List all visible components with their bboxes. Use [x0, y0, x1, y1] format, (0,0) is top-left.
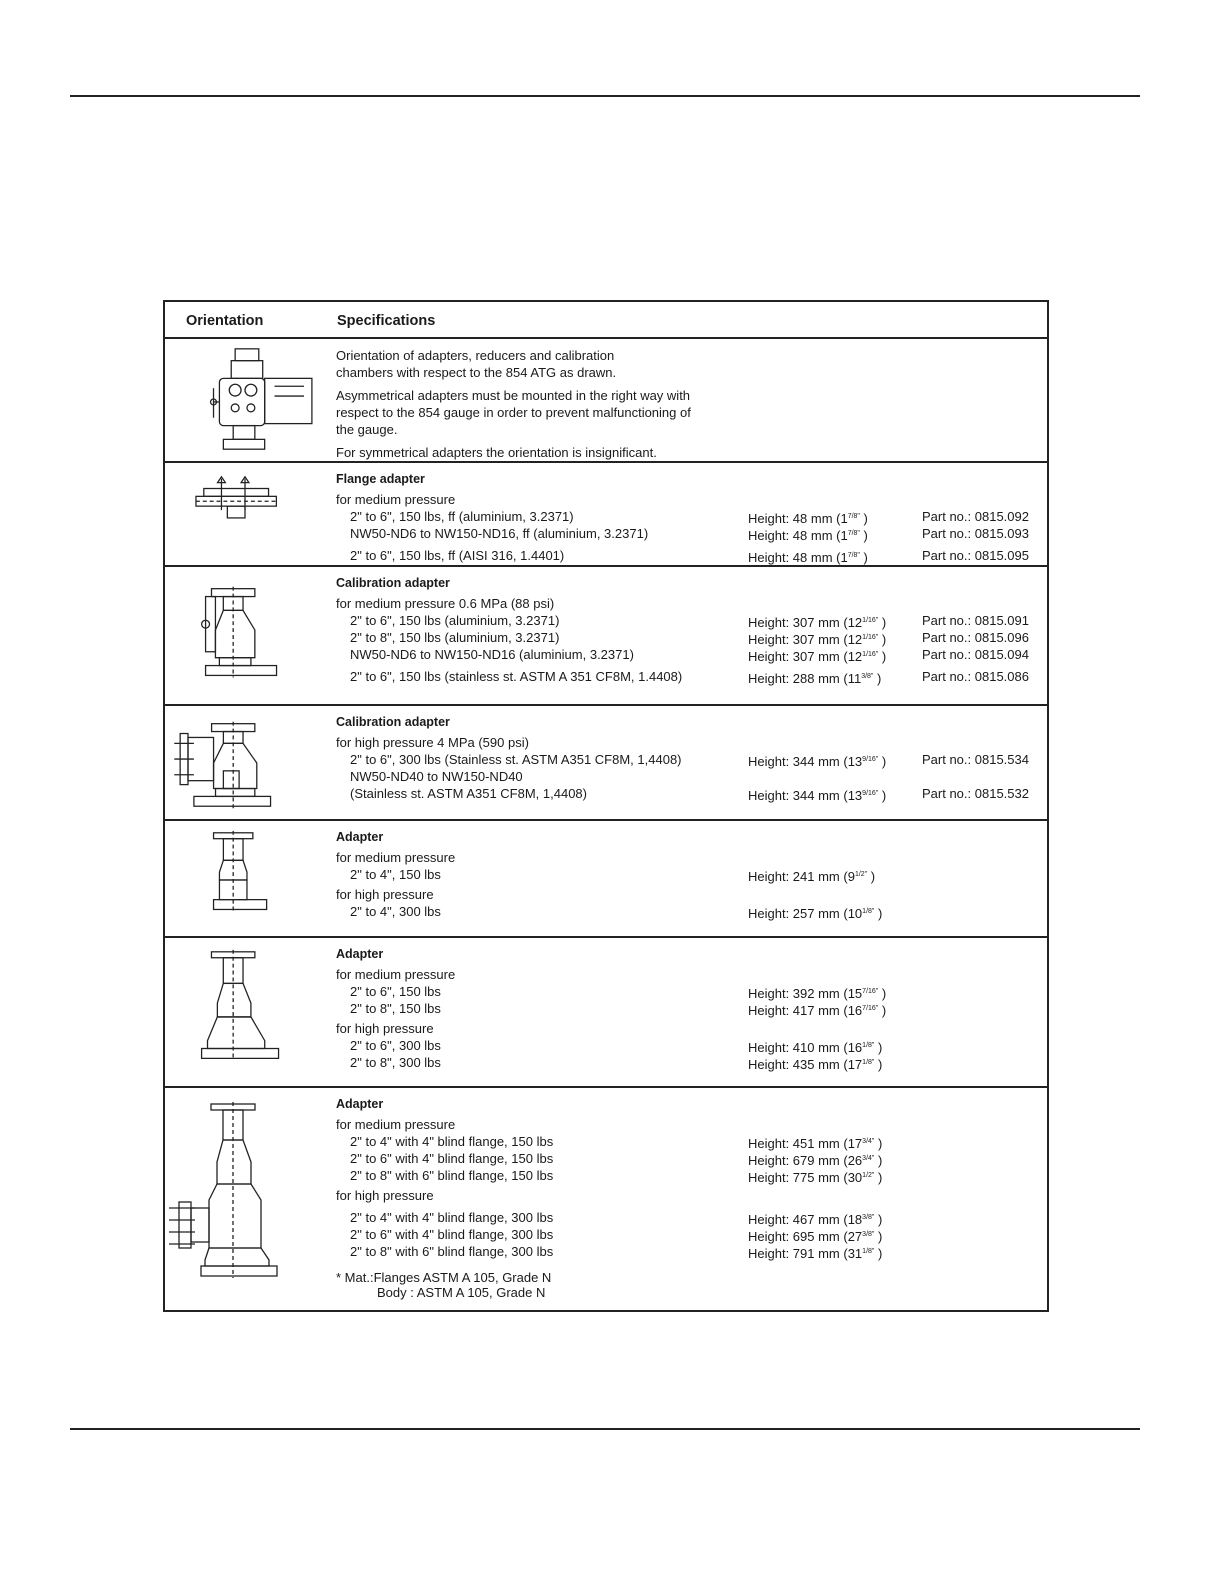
list-item: 2" to 6", 150 lbs Height: 392 mm ($15^{7/16"}$ ): [350, 984, 887, 1001]
list-item: NW50-ND6 to NW150-ND16, ff (aluminium, 3.2371) Height: 48 mm ($1^{7/8"}$ ) Part no.: 0815.093: [350, 526, 1029, 543]
table-row-intro: [165, 339, 1047, 463]
list-item: 2" to 6", 150 lbs (aluminium, 3.2371) Height: 307 mm ($12^{1/16"}$ ) Part no.: 0815.091: [350, 613, 1029, 630]
list-item: 2" to 8", 150 lbs Height: 417 mm ($16^{7/16"}$ ): [350, 1001, 887, 1018]
adapter-drawing-icon: [165, 938, 325, 1086]
adapter-1-high-subtitle: for high pressure: [336, 887, 434, 902]
list-item: 2" to 8" with 6" blind flange, 300 lbs Height: 791 mm ($31^{1/8"}$ ): [350, 1244, 883, 1261]
list-item: 2" to 6" with 4" blind flange, 150 lbs Height: 679 mm ($26^{3/4"}$ ): [350, 1151, 883, 1168]
adapter-drawing-icon: [165, 1088, 325, 1310]
table-row-calibration-adapter-high: [165, 706, 1047, 821]
list-item: (Stainless st. ASTM A351 CF8M, 1,4408) Height: 344 mm ($13^{9/16"}$ ) Part no.: 0815.532: [350, 786, 1029, 803]
list-item: NW50-ND40 to NW150-ND40: [350, 769, 523, 784]
calibration-adapter-medium-title: Calibration adapter: [336, 576, 450, 590]
list-item: 2" to 4" with 4" blind flange, 150 lbs Height: 451 mm ($17^{3/4"}$ ): [350, 1134, 883, 1151]
list-item: 2" to 6", 150 lbs (stainless st. ASTM A 351 CF8M, 1.4408) Height: 288 mm ($11^{3/8"}$ ) Part no.: 0815.086: [350, 669, 1029, 686]
list-item: 2" to 4", 150 lbs Height: 241 mm ($9^{1/2"}$ ): [350, 867, 876, 884]
calibration-adapter-high-subtitle: for high pressure 4 MPa (590 psi): [336, 735, 529, 750]
specifications-header: Specifications: [337, 313, 436, 329]
adapter-3-title: Adapter: [336, 1097, 384, 1111]
calibration-adapter-drawing-icon: [165, 567, 325, 704]
adapter-3-medium-subtitle: for medium pressure: [336, 1117, 456, 1132]
calibration-adapter-medium-subtitle: for medium pressure 0.6 MPa (88 psi): [336, 596, 555, 611]
table-row-calibration-adapter-medium: [165, 567, 1047, 706]
list-item: NW50-ND6 to NW150-ND16 (aluminium, 3.2371) Height: 307 mm ($12^{1/16"}$ ) Part no.: 0815.094: [350, 647, 1029, 664]
list-item: 2" to 6", 150 lbs, ff (aluminium, 3.2371) Height: 48 mm ($1^{7/8"}$ ) Part no.: 0815.092: [350, 509, 1029, 526]
adapter-2-title: Adapter: [336, 947, 384, 961]
table-row-adapter-2: [165, 938, 1047, 1088]
list-item: 2" to 6", 150 lbs, ff (AISI 316, 1.4401) Height: 48 mm ($1^{7/8"}$ ) Part no.: 0815.095: [350, 548, 1029, 565]
flange-adapter-subtitle: for medium pressure: [336, 492, 456, 507]
list-item: 2" to 4", 300 lbs Height: 257 mm ($10^{1/8"}$ ): [350, 904, 883, 921]
calibration-adapter-high-title: Calibration adapter: [336, 715, 450, 729]
orientation-header: Orientation: [186, 313, 264, 329]
top-rule: [70, 95, 1140, 97]
adapter-1-medium-subtitle: for medium pressure: [336, 850, 456, 865]
bottom-rule: [70, 1428, 1140, 1430]
table-header: [165, 302, 1047, 339]
spec-table: [163, 300, 1049, 1312]
list-item: 2" to 8", 300 lbs Height: 435 mm ($17^{1/8"}$ ): [350, 1055, 883, 1072]
list-item: 2" to 4" with 4" blind flange, 300 lbs Height: 467 mm ($18^{3/8"}$ ): [350, 1210, 883, 1227]
flange-adapter-title: Flange adapter: [336, 472, 425, 486]
list-item: 2" to 6", 300 lbs Height: 410 mm ($16^{1/8"}$ ): [350, 1038, 883, 1055]
calibration-adapter-drawing-icon: [165, 706, 325, 819]
intro-paragraph-2: Asymmetrical adapters must be mounted in the right way with respect to the 854 gauge in order to prevent malfunctioning of the gauge.: [336, 388, 691, 437]
gauge-drawing-icon: [165, 339, 325, 461]
table-row-adapter-3: [165, 1088, 1047, 1310]
list-item: 2" to 6", 300 lbs (Stainless st. ASTM A351 CF8M, 1,4408) Height: 344 mm ($13^{9/16"}$ ) Part no.: 0815.534: [350, 752, 1029, 769]
adapter-drawing-icon: [165, 821, 325, 936]
adapter-3-high-subtitle: for high pressure: [336, 1188, 434, 1203]
adapter-2-medium-subtitle: for medium pressure: [336, 967, 456, 982]
adapter-2-high-subtitle: for high pressure: [336, 1021, 434, 1036]
intro-paragraph-3: For symmetrical adapters the orientation is insignificant.: [336, 445, 657, 460]
list-item: 2" to 8", 150 lbs (aluminium, 3.2371) Height: 307 mm ($12^{1/16"}$ ) Part no.: 0815.096: [350, 630, 1029, 647]
list-item: 2" to 8" with 6" blind flange, 150 lbs Height: 775 mm ($30^{1/2"}$ ): [350, 1168, 883, 1185]
table-row-adapter-1: [165, 821, 1047, 938]
list-item: 2" to 6" with 4" blind flange, 300 lbs Height: 695 mm ($27^{3/8"}$ ): [350, 1227, 883, 1244]
flange-adapter-drawing-icon: [165, 463, 325, 565]
intro-paragraph-1: Orientation of adapters, reducers and calibration chambers with respect to the 854 ATG as drawn.: [336, 348, 617, 380]
adapter-1-title: Adapter: [336, 830, 384, 844]
table-row-flange-adapter: [165, 463, 1047, 567]
material-note: * Mat.:Flanges ASTM A 105, Grade N Body : ASTM A 105, Grade N: [336, 1270, 552, 1300]
